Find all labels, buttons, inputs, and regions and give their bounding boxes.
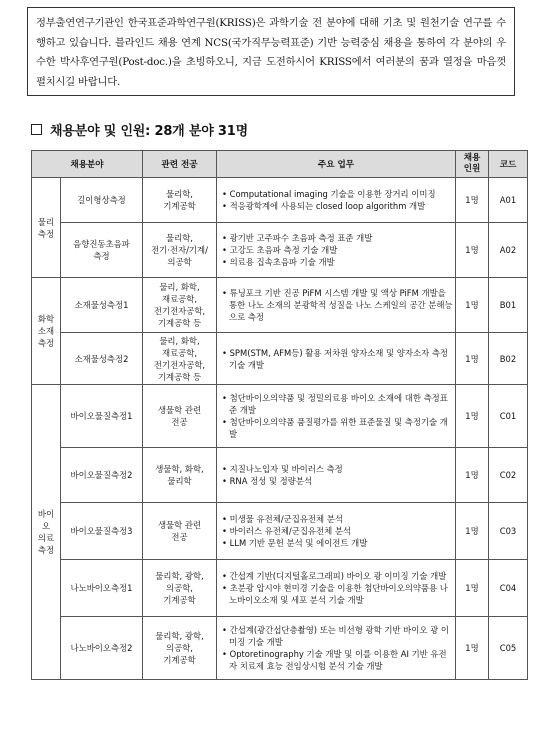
intro-text: 정부출연연구기관인 한국표준과학연구원(KRISS)은 과학기술 전 분야에 대해 기초 및 원천기술 연구를 수행하고 있습니다. 블라인드 채용 연계 NCS(국가직무능력표준) 기반 능력중심 채용을 통하여 각 분야의 우수한 박사후연구원(Post-doc.)을 초빙하오니, 지금 도전하시어 KRISS에서 여러분의 꿈과 열정을 마음껏 펼치시길 바랍니다. [36,17,506,88]
duty-item [222,525,453,537]
bullet-icon: • [222,526,230,536]
count-cell: 1명 [456,278,489,333]
table-row [32,448,528,503]
major-cell: 생물학, 화학, 물리학 [143,448,217,503]
table-row [32,178,528,223]
section-title: 채용분야 및 인원: 28개 분야 31명 [50,123,248,139]
bullet-icon: • [222,233,230,243]
duty-item [222,570,453,582]
duty-item [222,392,453,416]
bullet-icon: • [222,189,230,199]
duty-text: 미생물 유전체/군집유전체 분석 [229,514,343,524]
duty-text: 간섭계 기반(디지털홀로그래피) 바이오 광 이미징 기술 개발 [229,571,447,581]
duty-item [222,188,453,200]
duty-item [222,648,453,672]
duties-cell [217,223,456,278]
bullet-icon: • [222,514,230,524]
group-label: 바이오 의료 측정 [32,385,61,680]
duty-item [222,287,453,323]
bullet-icon: • [222,393,230,403]
table-header-row [32,151,528,178]
count-cell: 1명 [456,223,489,278]
major-cell: 물리학, 광학, 의공학, 기계공학 [143,560,217,617]
duties-cell [217,448,456,503]
duty-text: 첨단바이오의약품 품질평가를 위한 표준물질 및 측정기술 개발 [229,417,448,439]
table-row [32,385,528,448]
count-cell: 1명 [456,617,489,680]
major-cell: 물리학, 기계공학 [143,178,217,223]
header-field: 채용분야 [32,151,143,178]
field-cell: 바이오물질측정2 [61,448,143,503]
field-cell: 음향진동초음파 측정 [61,223,143,278]
code-cell: A02 [489,223,528,278]
bullet-icon: • [222,625,230,635]
duty-text: 튜닝포크 기반 진공 PiFM 시스템 개발 및 액상 PiFM 개발을 통한 나노 소재의 분광학적 성질을 나노 스케일의 공간 분해능으로 측정 [229,288,453,322]
duty-text: 초분광 압시야 현미경 기술을 이용한 첨단바이오의약품용 나노바이오소재 및 세포 분석 기술 개발 [229,583,448,605]
bullet-icon: • [222,201,230,211]
count-cell: 1명 [456,333,489,385]
group-label: 화학 소재 측정 [32,278,61,385]
duty-item [222,347,453,371]
bullet-icon: • [222,649,230,659]
section-heading [31,119,248,139]
field-cell: 소재물성측정1 [61,278,143,333]
table-row [32,223,528,278]
duty-text: RNA 정성 및 정량분석 [229,476,313,486]
major-cell: 생물학 관련 전공 [143,385,217,448]
duty-text: SPM(STM, AFM등) 활용 저차원 양자소재 및 양자소자 측정기술 개발 [229,347,448,370]
code-cell: B01 [489,278,528,333]
duties-cell [217,560,456,617]
duty-item [222,624,453,648]
field-cell: 나노바이오측정2 [61,617,143,680]
duty-text: 의료용 집속초음파 기술 개발 [229,257,335,267]
duty-item [222,513,453,525]
duty-item [222,537,453,549]
major-cell: 물리, 화학, 재료공학, 전기전자공학, 기계공학 등 [143,333,217,385]
duty-text: Computational imaging 기술을 이용한 장거리 이미징 [229,189,436,199]
duty-text: 적응광학계에 사용되는 closed loop algorithm 개발 [229,201,426,211]
duties-cell [217,385,456,448]
square-bullet-icon [31,124,42,135]
bullet-icon: • [222,257,230,267]
bullet-icon: • [222,347,230,358]
field-cell: 바이오물질측정3 [61,503,143,560]
recruitment-table [31,150,528,680]
field-cell: 나노바이오측정1 [61,560,143,617]
table-row [32,560,528,617]
code-cell: A01 [489,178,528,223]
bullet-icon: • [222,288,230,298]
major-cell: 물리, 화학, 재료공학, 전기전자공학, 기계공학 등 [143,278,217,333]
bullet-icon: • [222,571,230,581]
duty-item [222,232,453,244]
group-label: 물리 측정 [32,178,61,278]
duty-text: 고강도 초음파 측정 기술 개발 [229,245,338,255]
bullet-icon: • [222,476,230,486]
duty-item [222,200,453,212]
duty-text: 첨단바이오의약품 및 정밀의료용 바이오 소재에 대한 측정표준 개발 [229,393,448,415]
duty-item [222,416,453,440]
code-cell: C03 [489,503,528,560]
duty-text: 바이러스 유전체/군집유전체 분석 [229,526,352,536]
field-cell: 길이형상측정 [61,178,143,223]
duty-text: 간섭계(광간섭단층촬영) 또는 비선형 광학 기반 바이오 광 이미징 기술 개발 [229,625,449,647]
header-code: 코드 [489,151,528,178]
count-cell: 1명 [456,503,489,560]
header-duties: 주요 업무 [217,151,456,178]
duty-text: LLM 기반 문헌 분석 및 에이전트 개발 [229,538,368,548]
duties-cell [217,503,456,560]
code-cell: B02 [489,333,528,385]
code-cell: C05 [489,617,528,680]
header-major: 관련 전공 [143,151,217,178]
field-cell: 소재물성측정2 [61,333,143,385]
code-cell: C01 [489,385,528,448]
count-cell: 1명 [456,178,489,223]
header-count: 채용 인원 [456,151,489,178]
count-cell: 1명 [456,385,489,448]
major-cell: 생물학 관련 전공 [143,503,217,560]
table-row [32,503,528,560]
table-row [32,333,528,385]
bullet-icon: • [222,245,230,255]
major-cell: 물리학, 전기·전자/기계/ 의공학 [143,223,217,278]
bullet-icon: • [222,417,230,427]
count-cell: 1명 [456,560,489,617]
duty-item [222,463,453,475]
bullet-icon: • [222,464,230,474]
duty-item [222,582,453,606]
duty-item [222,244,453,256]
duties-cell [217,617,456,680]
major-cell: 물리학, 광학, 의공학, 기계공학 [143,617,217,680]
code-cell: C02 [489,448,528,503]
bullet-icon: • [222,538,230,548]
duties-cell [217,178,456,223]
field-cell: 바이오물질측정1 [61,385,143,448]
duty-item [222,256,453,268]
duty-text: 광기반 고주파수 초음파 측정 표준 개발 [229,233,373,243]
intro-box [27,7,515,96]
duties-cell [217,333,456,385]
duties-cell [217,278,456,333]
code-cell: C04 [489,560,528,617]
table-row [32,278,528,333]
duty-text: 지질나노입자 및 바이러스 측정 [229,464,343,474]
count-cell: 1명 [456,448,489,503]
duty-item [222,475,453,487]
duty-text: Optoretinography 기술 개발 및 이를 이용한 AI 기반 유전자 치료제 효능 전임상시험 분석 기술 개발 [229,649,447,671]
table-row [32,617,528,680]
bullet-icon: • [222,583,230,593]
